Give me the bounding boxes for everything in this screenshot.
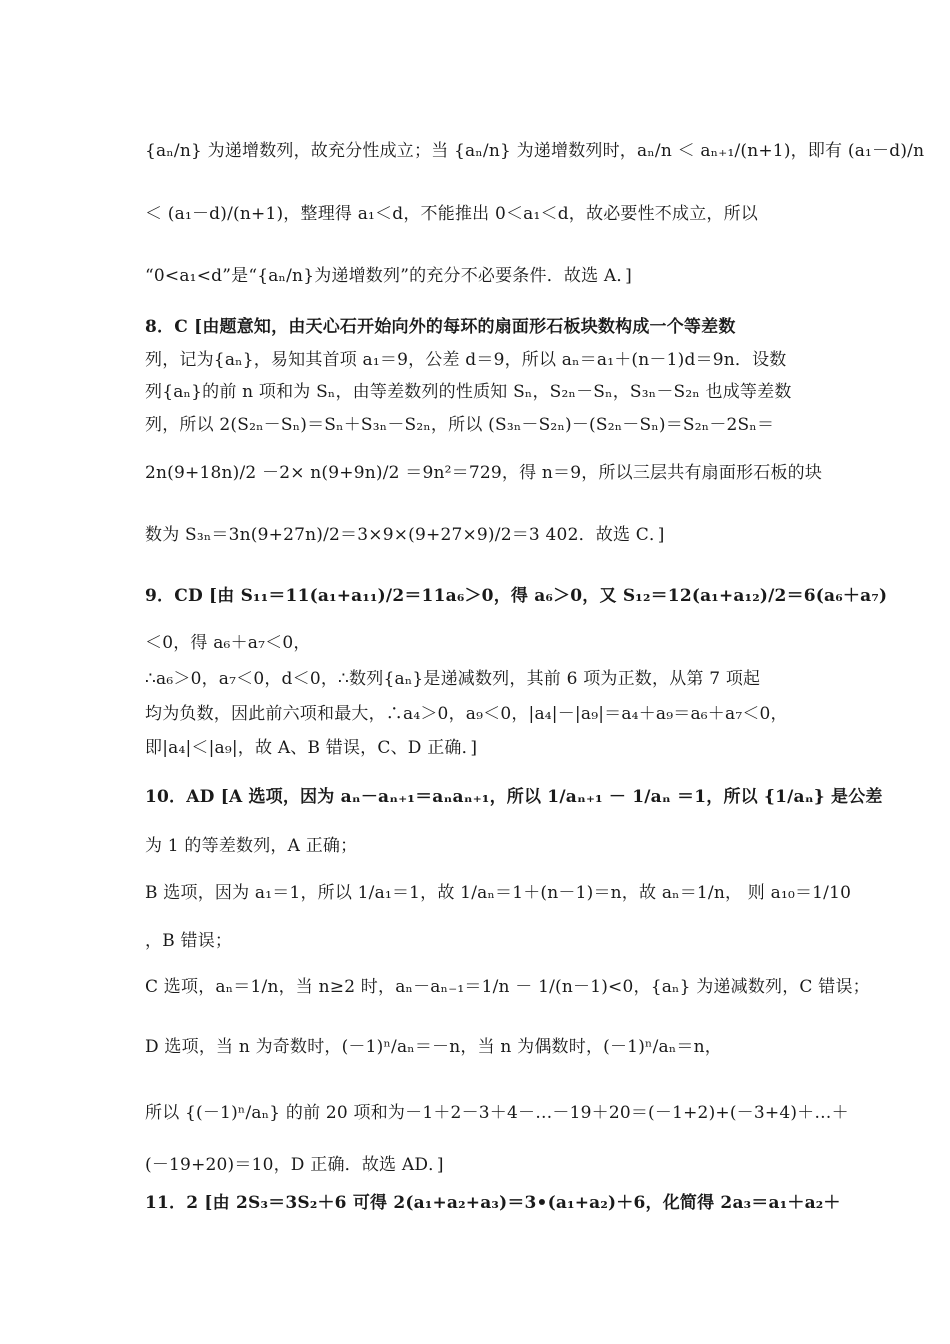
text-line: ＜0，得 a₆＋a₇＜0， (145, 633, 311, 653)
text-line: “0<a₁<d”是“{aₙ/n}为递增数列”的充分不必要条件．故选 A．] (145, 266, 632, 286)
text-line: 为 1 的等差数列，A 正确； (145, 836, 358, 856)
text-line: C 选项，aₙ＝1/n，当 n≥2 时，aₙ－aₙ₋₁＝1/n － 1/(n－1)<0，{aₙ} 为递减数列，C 错误； (145, 977, 870, 997)
answer-8-line: 8．C [由题意知，由天心石开始向外的每环的扇面形石板块数构成一个等差数 (145, 317, 736, 337)
text-line: 所以 {(－1)ⁿ/aₙ} 的前 20 项和为－1＋2－3＋4－…－19＋20＝(－1+2)+(－3+4)＋…＋ (145, 1103, 849, 1123)
text-line: ，B 错误； (145, 931, 233, 951)
text-line: 2n(9+18n)/2 －2× n(9+9n)/2 ＝9n²＝729，得 n＝9，所以三层共有扇面形石板的块 (145, 463, 823, 483)
answer-10-line: 10．AD [A 选项，因为 aₙ－aₙ₊₁＝aₙaₙ₊₁，所以 1/aₙ₊₁ － 1/aₙ ＝1，所以 {1/aₙ} 是公差 (145, 787, 883, 807)
text-line: 列，所以 2(S₂ₙ－Sₙ)＝Sₙ＋S₃ₙ－S₂ₙ，所以 (S₃ₙ－S₂ₙ)－(S₂ₙ－Sₙ)＝S₂ₙ－2Sₙ＝ (145, 415, 775, 435)
answer-11-line: 11．2 [由 2S₃＝3S₂＋6 可得 2(a₁+a₂+a₃)＝3•(a₁+a₂)＋6，化简得 2a₃＝a₁＋a₂＋ (145, 1193, 841, 1213)
text-line: ∴a₆＞0，a₇＜0，d＜0，∴数列{aₙ}是递减数列，其前 6 项为正数，从第 7 项起 (145, 669, 761, 689)
text-line: ＜ (a₁－d)/(n+1)，整理得 a₁＜d，不能推出 0＜a₁＜d，故必要性不成立，所以 (145, 204, 758, 224)
text-line: {aₙ/n} 为递增数列，故充分性成立；当 {aₙ/n} 为递增数列时，aₙ/n ＜ aₙ₊₁/(n+1)，即有 (a₁－d)/n (145, 141, 925, 161)
text-line: 列，记为{aₙ}，易知其首项 a₁＝9，公差 d＝9，所以 aₙ＝a₁＋(n－1)d＝9n．设数 (145, 350, 787, 370)
text-line: D 选项，当 n 为奇数时，(－1)ⁿ/aₙ＝－n，当 n 为偶数时，(－1)ⁿ/aₙ＝n， (145, 1037, 722, 1057)
text-line: 即|a₄|＜|a₉|，故 A、B 错误，C、D 正确．] (145, 738, 478, 758)
text-line: 列{aₙ}的前 n 项和为 Sₙ，由等差数列的性质知 Sₙ，S₂ₙ－Sₙ，S₃ₙ－S₂ₙ 也成等差数 (145, 382, 792, 402)
text-line: B 选项，因为 a₁＝1，所以 1/a₁＝1，故 1/aₙ＝1＋(n－1)＝n，故 aₙ＝1/n， 则 a₁₀＝1/10 (145, 883, 852, 903)
answer-9-line: 9．CD [由 S₁₁＝11(a₁+a₁₁)/2＝11a₆＞0，得 a₆＞0，又 S₁₂＝12(a₁+a₁₂)/2＝6(a₆＋a₇) (145, 586, 888, 606)
text-line: (－19+20)＝10，D 正确．故选 AD．] (145, 1155, 444, 1175)
text-line: 数为 S₃ₙ＝3n(9+27n)/2＝3×9×(9+27×9)/2＝3 402．故选 C．] (145, 525, 665, 545)
text-line: 均为负数，因此前六项和最大，∴a₄＞0，a₉＜0，|a₄|－|a₉|＝a₄＋a₉＝a₆＋a₇＜0， (145, 704, 788, 724)
